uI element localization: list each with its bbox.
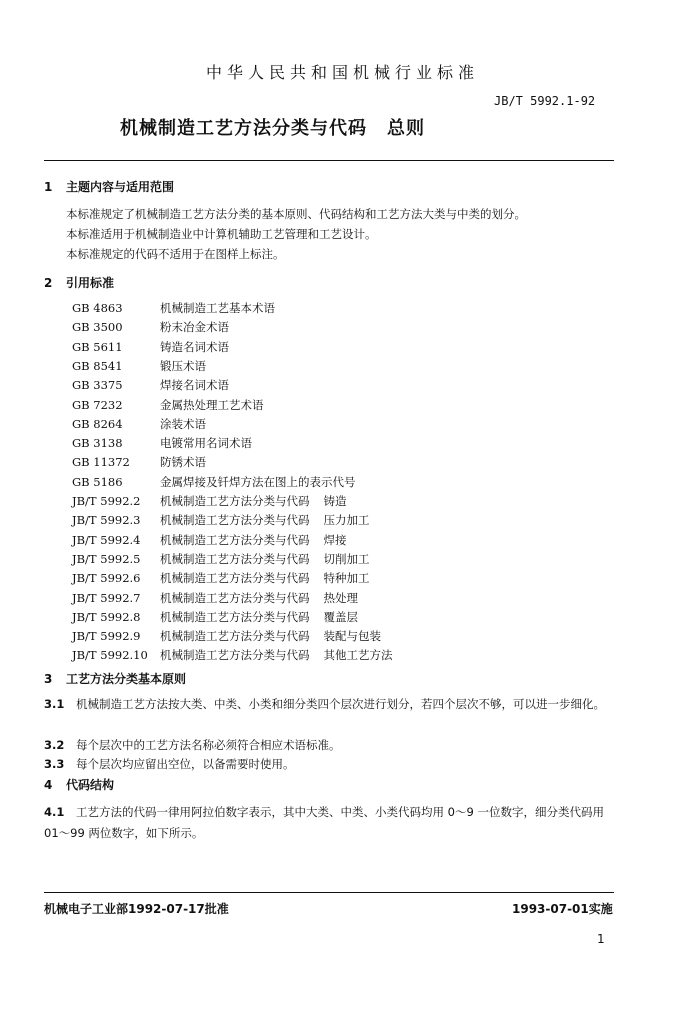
implementation-date: 1993-07-01实施 [512,902,613,916]
clause-text: 机械制造工艺方法按大类、中类、小类和细分类四个层次进行划分，若四个层次不够，可以进一步细化。 [76,697,605,711]
clause-3-3 [44,754,618,775]
reference-title: 铸造名词术语 [160,339,229,354]
reference-title: 机械制造工艺方法分类与代码 [160,648,310,663]
reference-item [72,647,393,663]
clause-text: 每个层次均应留出空位，以备需要时使用。 [76,757,295,771]
reference-title: 机械制造工艺方法分类与代码 [160,532,310,547]
reference-item [72,551,370,567]
section-1-heading [44,178,174,195]
reference-subtitle: 覆盖层 [323,609,358,624]
reference-code: JB/T 5992.8 [72,609,141,624]
section-number: 3 [44,672,53,686]
section-2-heading [44,274,114,291]
reference-item [72,358,206,374]
reference-item [72,609,358,625]
reference-title: 焊接名词术语 [160,378,229,393]
section-title: 引用标准 [66,276,115,290]
reference-item [72,435,252,451]
reference-item [72,493,347,509]
clause-number: 3.2 [44,738,65,752]
reference-title: 机械制造工艺方法分类与代码 [160,609,310,624]
reference-code: JB/T 5992.4 [72,532,141,547]
section-number: 2 [44,276,53,290]
reference-code: GB 3375 [72,378,123,393]
clause-number: 4.1 [44,805,65,819]
reference-subtitle: 压力加工 [323,513,370,528]
reference-title: 涂装术语 [160,416,206,431]
reference-code: JB/T 5992.6 [72,571,141,586]
reference-item [72,319,229,335]
document-title [120,114,425,140]
clause-4-1 [44,802,618,844]
reference-item [72,532,347,548]
reference-title: 电镀常用名词术语 [160,436,252,451]
reference-subtitle: 特种加工 [323,571,370,586]
reference-item [72,570,370,586]
reference-code: GB 5611 [72,339,123,354]
standard-number: JB/T 5992.1-92 [494,94,596,108]
reference-code: GB 8264 [72,416,123,431]
footer-rule [44,892,614,893]
reference-item [72,416,206,432]
reference-subtitle: 铸造 [323,494,347,508]
standard-category: 中华人民共和国机械行业标准 [205,63,479,82]
document-title-main: 机械制造工艺方法分类与代码 [120,118,367,139]
reference-title: 金属热处理工艺术语 [160,397,264,412]
reference-subtitle: 焊接 [323,532,347,547]
reference-code: JB/T 5992.3 [72,513,141,528]
reference-title: 机械制造工艺方法分类与代码 [160,590,310,605]
reference-item [72,590,358,606]
section-number: 1 [44,180,53,194]
reference-title: 机械制造工艺基本术语 [160,301,275,315]
reference-item [72,454,206,470]
reference-title: 机械制造工艺方法分类与代码 [160,494,310,508]
reference-title: 机械制造工艺方法分类与代码 [160,629,310,644]
reference-code: GB 4863 [72,301,123,315]
reference-item [72,474,356,490]
reference-item [72,377,229,393]
section-number: 4 [44,778,53,792]
clause-number: 3.3 [44,757,65,771]
reference-title: 机械制造工艺方法分类与代码 [160,513,310,528]
reference-item [72,512,370,528]
reference-code: JB/T 5992.7 [72,590,141,605]
reference-subtitle: 热处理 [323,590,358,605]
header-rule [44,160,614,161]
section-1-paragraph: 本标准适用于机械制造业中计算机辅助工艺管理和工艺设计。 [66,227,377,241]
reference-item [72,628,381,644]
section-1-paragraph: 本标准规定的代码不适用于在图样上标注。 [66,247,285,261]
reference-code: GB 5186 [72,474,123,489]
reference-item [72,397,264,413]
reference-code: JB/T 5992.2 [72,494,141,508]
clause-3-1 [44,694,618,715]
section-1-paragraph: 本标准规定了机械制造工艺方法分类的基本原则、代码结构和工艺方法大类与中类的划分。 [66,207,526,221]
section-title: 代码结构 [66,778,115,792]
reference-title: 粉末冶金术语 [160,320,229,335]
reference-code: GB 3138 [72,436,123,451]
reference-code: GB 7232 [72,397,123,412]
reference-item [72,339,229,355]
approval-info: 机械电子工业部1992-07-17批准 [44,902,229,916]
clause-text: 工艺方法的代码一律用阿拉伯数字表示，其中大类、中类、小类代码均用 0～9 一位数字，细分类代码用 01～99 两位数字，如下所示。 [44,805,604,840]
reference-code: GB 8541 [72,358,123,373]
reference-subtitle: 其他工艺方法 [323,648,393,663]
clause-number: 3.1 [44,697,65,711]
reference-code: JB/T 5992.10 [72,648,148,663]
reference-title: 锻压术语 [160,358,206,373]
reference-subtitle: 装配与包装 [323,629,381,644]
reference-code: JB/T 5992.5 [72,551,141,566]
page-number: 1 [597,932,605,946]
document-title-sub: 总则 [387,118,425,139]
section-title: 主题内容与适用范围 [66,180,175,194]
reference-title: 机械制造工艺方法分类与代码 [160,551,310,566]
section-title: 工艺方法分类基本原则 [66,672,187,686]
reference-code: GB 3500 [72,320,123,335]
clause-text: 每个层次中的工艺方法名称必须符合相应术语标准。 [76,738,341,752]
clause-3-2 [44,735,618,756]
reference-subtitle: 切削加工 [323,551,370,566]
section-4-heading [44,776,114,793]
reference-title: 金属焊接及钎焊方法在图上的表示代号 [160,474,356,489]
reference-item [72,300,275,316]
section-3-heading [44,670,186,687]
reference-code: JB/T 5992.9 [72,629,141,644]
reference-title: 机械制造工艺方法分类与代码 [160,571,310,586]
reference-code: GB 11372 [72,455,130,470]
reference-title: 防锈术语 [160,455,206,470]
